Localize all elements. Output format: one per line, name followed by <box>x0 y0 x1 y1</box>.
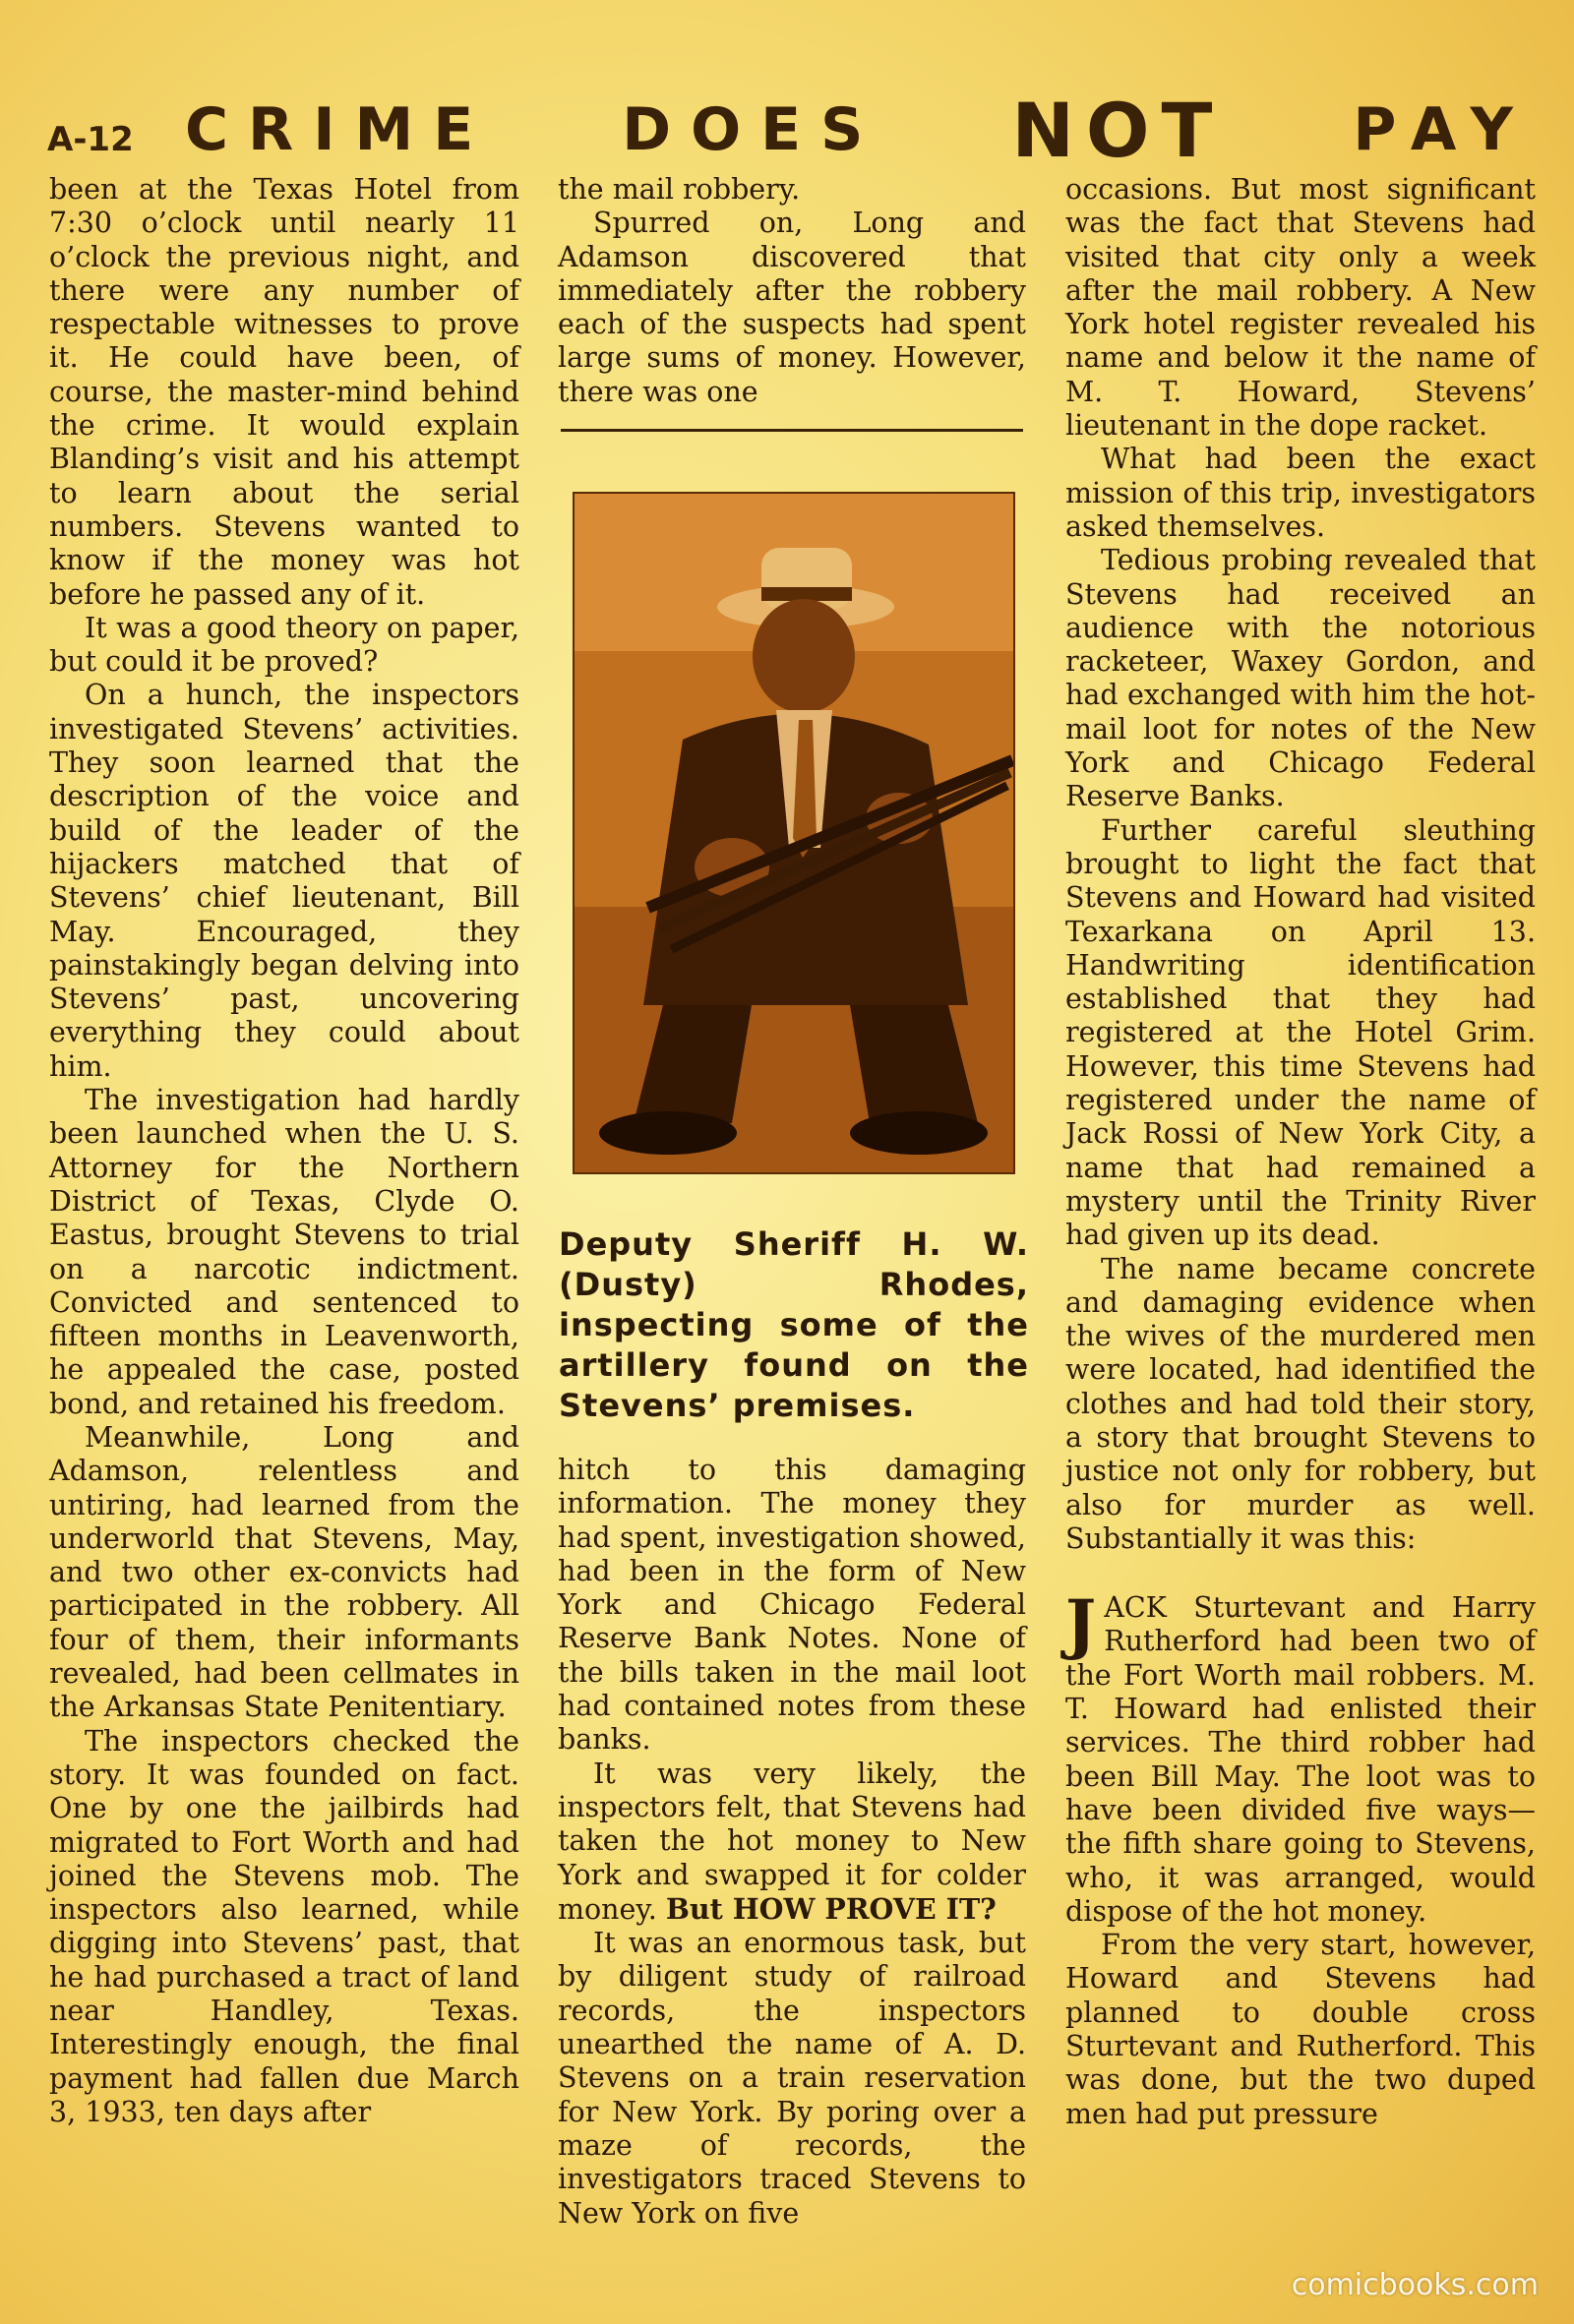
paragraph: From the very start, however, Howard and Stevens had planned to double cross Sturtevant and Rutherford. This was done, but the two duped men had put pressure <box>1065 1929 1536 2130</box>
divider-rule <box>561 429 1023 432</box>
page-header <box>47 86 1533 174</box>
paragraph: Spurred on, Long and Adamson discovered that immediately after the robbery each of the suspects had spent large sums of money. However, there was one <box>558 207 1026 408</box>
article-column-3 <box>1065 173 1536 2131</box>
paragraph: Tedious probing revealed that Stevens had received an audience with the notorious racketeer, Waxey Gordon, and had exchanged with him the hot-mail loot for notes of the New York and Chicago Federal Reserve Banks. <box>1065 544 1536 813</box>
paragraph: It was an enormous task, but by diligent study of railroad records, the inspectors unearthed the name of A. D. Stevens on a train reservation for New York. By poring over a maze of records, the investigators traced Stevens to New York on five <box>558 1927 1026 2230</box>
paragraph: The name became concrete and damaging evidence when the wives of the murdered men were located, had identified the clothes and had told their story, a story that brought Stevens to justice not only for robbery, but also for murder as well. Substantially it was this: <box>1065 1252 1536 1555</box>
paragraph-text: It was very likely, the inspectors felt, that Stevens had taken the hot money to New York and swapped it for colder money. <box>558 1757 1026 1926</box>
title-word: NOT <box>1011 86 1225 174</box>
paragraph: the mail robbery. <box>558 173 801 206</box>
title-word: CRIME <box>185 95 494 164</box>
photo-illustration-icon <box>575 494 1013 1172</box>
drop-cap: J <box>1065 1585 1097 1663</box>
paragraph: The inspectors checked the story. It was founded on fact. One by one the jailbirds had migrated to Fort Worth and had joined the Stevens mob. The inspectors also learned, while digging into Stevens’ past, that he had purchased a tract of land near Handley, Texas. Interestingly enough, the final payment had fallen due March 3, 1933, ten days after <box>49 1724 519 2128</box>
paragraph: Further careful sleuthing brought to light the fact that Stevens and Howard had visited Texarkana on April 13. Handwriting identification established that they had registered at the Hotel Grim. However, this time Stevens had registered under the name of Jack Rossi of New York City, a name that had remained a mystery until the Trinity River had given up its dead. <box>1065 813 1536 1252</box>
paragraph: On a hunch, the inspectors investigated Stevens’ activities. They soon learned that the description of the voice and build of the leader of the hijackers matched that of Stevens’ chief lieutenant, Bill May. Encouraged, they painstakingly began delving into Stevens’ past, uncovering everything they could about him. <box>49 679 519 1083</box>
page-number: A-12 <box>47 120 134 159</box>
paragraph: hitch to this damaging information. The money they had spent, investigation showed, had been in the form of New York and Chicago Federal Reserve Bank Notes. None of the bills taken in the mail loot had contained notes from these banks. <box>558 1454 1026 1757</box>
article-column-1 <box>49 173 519 2129</box>
paragraph: occasions. But most significant was the fact that Stevens had visited that city only a week after the mail robbery. A New York hotel register revealed his name and below it the name of M. T. Howard, Stevens’ lieutenant in the dope racket. <box>1065 173 1536 443</box>
page-title <box>185 86 1533 174</box>
paragraph <box>558 1758 1026 1927</box>
title-word: PAY <box>1353 95 1533 164</box>
paragraph: been at the Texas Hotel from 7:30 o’clock until nearly 11 o’clock the previous night, and there were any number of respectable witnesses to prove it. He could have been, of course, the master-mind behind the crime. It would explain Blanding’s visit and his attempt to learn about the serial numbers. Stevens wanted to know if the money was hot before he passed any of it. <box>49 173 519 611</box>
article-column-2-top <box>558 173 1026 409</box>
paragraph <box>1065 1585 1536 1929</box>
paragraph: What had been the exact mission of this trip, investigators asked themselves. <box>1065 443 1536 543</box>
paragraph: It was a good theory on paper, but could it be proved? <box>49 611 519 679</box>
paragraph: Meanwhile, Long and Adamson, relentless and untiring, had learned from the underworld that Stevens, May, and two other ex-convicts had participated in the robbery. All four of them, their informants revealed, had been cellmates in the Arkansas State Penitentiary. <box>49 1420 519 1724</box>
article-column-2-bottom <box>558 1454 1026 2231</box>
title-word: DOES <box>622 95 883 164</box>
paragraph-text: ACK Sturtevant and Harry Rutherford had been two of the Fort Worth mail robbers. M. T. Howard had enlisted their services. The third robber had been Bill May. The loot was to have been divided five ways—the fifth share going to Stevens, who, it was arranged, would dispose of the hot money. <box>1065 1591 1536 1928</box>
photo-deputy-sheriff <box>573 492 1015 1174</box>
photo-caption: Deputy Sheriff H. W. (Dusty) Rhodes, inspecting some of the artillery found on the Stevens’ premises. <box>559 1225 1029 1424</box>
section-break <box>1065 1556 1536 1591</box>
emphasis-text: But HOW PROVE IT? <box>665 1891 997 1926</box>
watermark: comicbooks.com <box>1291 2268 1539 2302</box>
paragraph: The investigation had hardly been launched when the U. S. Attorney for the Northern District of Texas, Clyde O. Eastus, brought Stevens to trial on a narcotic indictment. Convicted and sentenced to fifteen months in Leavenworth, he appealed the case, posted bond, and retained his freedom. <box>49 1084 519 1420</box>
